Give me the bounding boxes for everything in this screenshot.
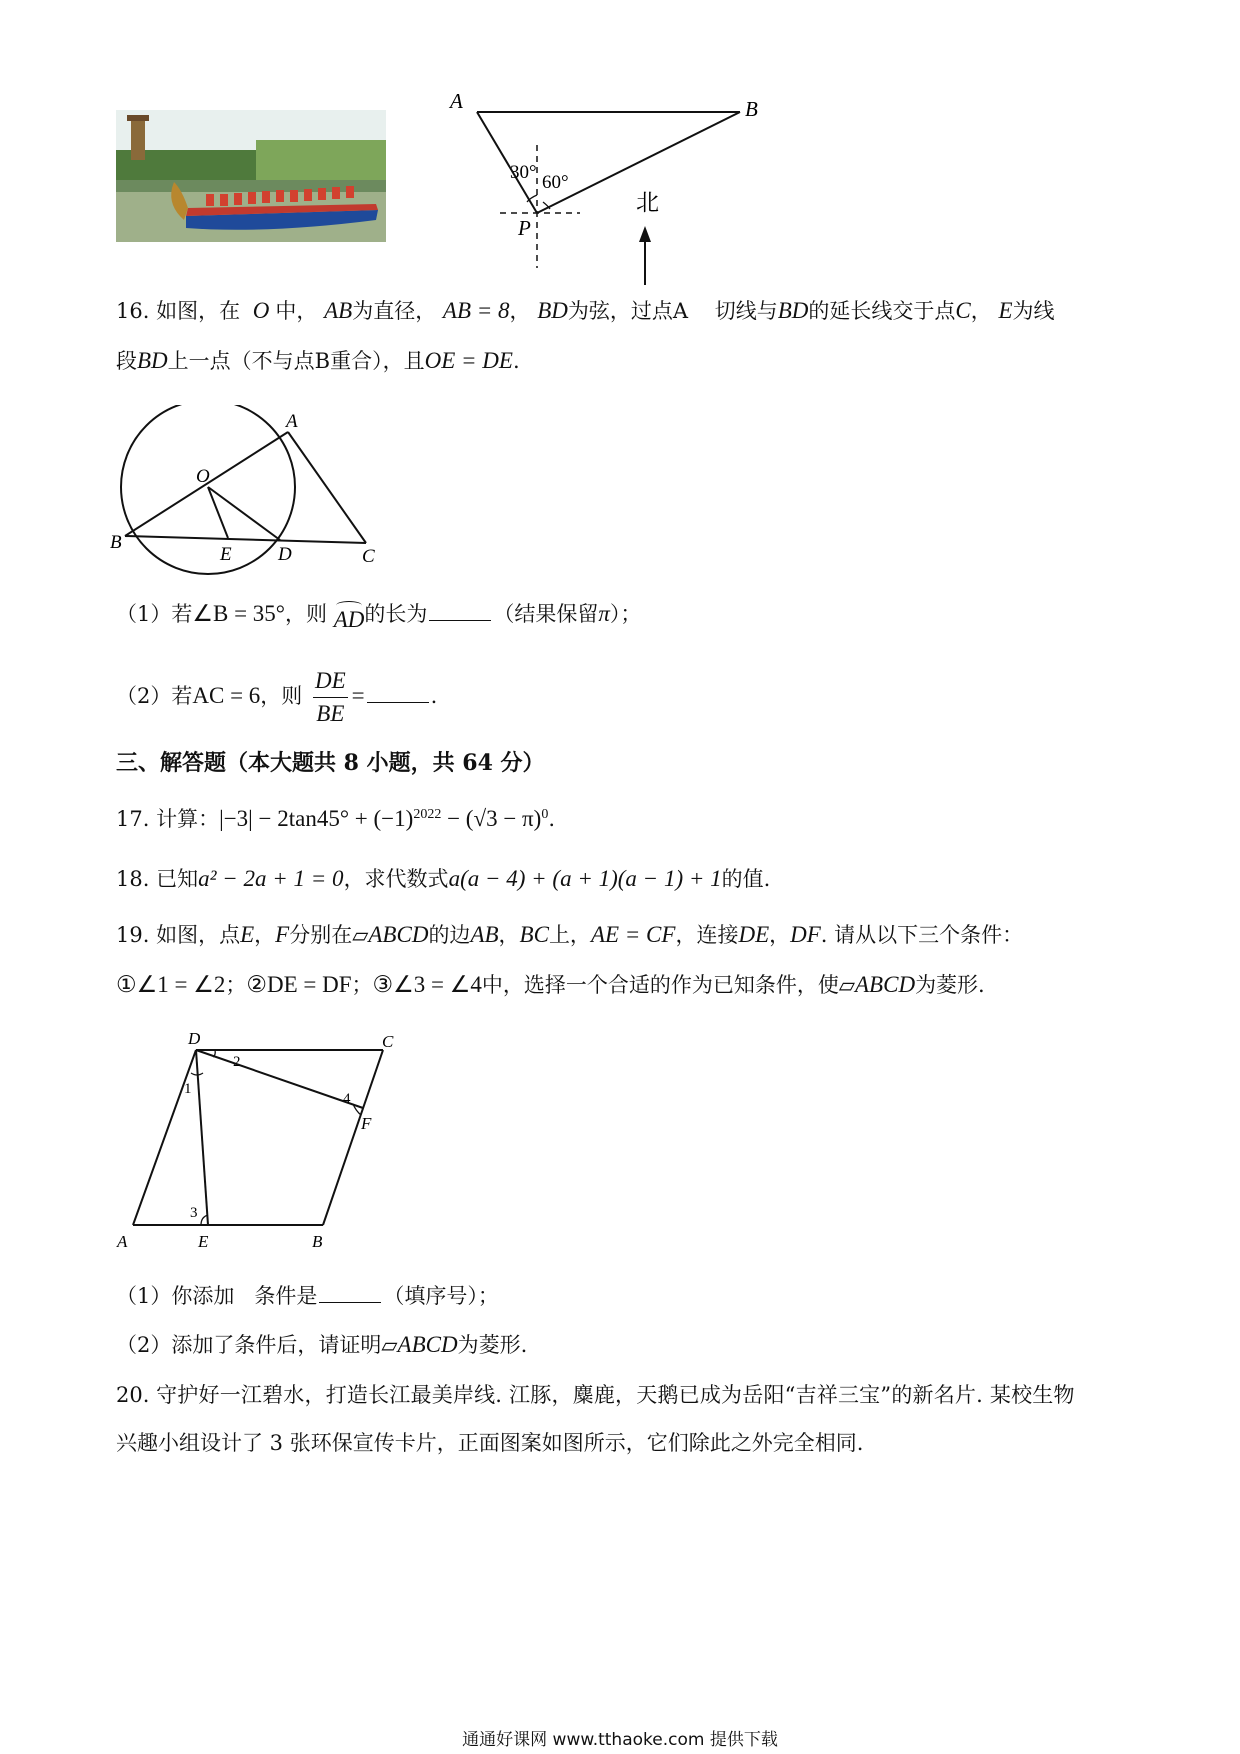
q18-text: ，求代数式 (343, 867, 449, 891)
q16-text: 中， (275, 299, 318, 323)
q19-E: E (240, 922, 255, 947)
q16-text: 为线 (1012, 299, 1055, 323)
parallelogram-figure (115, 1025, 415, 1255)
q19-ABCD: ABCD (368, 922, 429, 947)
q17-expression: − (√3 − π) (441, 806, 542, 831)
q20-line2 (116, 1428, 863, 1458)
q16-text: 上一点（不与点B重合），且 (167, 349, 425, 373)
q19-text: ，连接 (675, 923, 739, 947)
q18-text: 的值. (721, 867, 771, 891)
q19-text: ； (225, 973, 247, 997)
circle-label-A: A (286, 411, 298, 432)
fig15-label-A: A (450, 90, 463, 113)
q19-part2-text: （2）添加了条件后，请证明▱ (116, 1333, 398, 1357)
para-label-B: B (312, 1232, 323, 1251)
q19-ABCD: ABCD (855, 972, 916, 997)
q19-text: 如图，点 (156, 923, 241, 947)
circle-label-B: B (110, 532, 122, 553)
circle-label-C: C (362, 546, 375, 567)
q18-expression: a(a − 4) + (a + 1)(a − 1) + 1 (448, 866, 722, 891)
q19-part1 (116, 1280, 499, 1311)
q19-DF: DF (790, 922, 821, 947)
q16-text: ， (509, 299, 531, 323)
fraction-numerator: DE (313, 665, 348, 698)
section-heading: 三、解答题（本大题共 8 小题，共 64 分） (116, 750, 545, 776)
q16-part2-blank (367, 680, 429, 703)
para-angle-2: 2 (233, 1054, 241, 1070)
q17-exponent: 2022 (413, 807, 442, 822)
q19-text: ， (254, 923, 276, 947)
q16-part1-text: 的长为 (364, 602, 428, 626)
q16-text: 为直径， (352, 299, 437, 323)
q17-label: 计算： (156, 807, 220, 831)
q19-part2 (116, 1330, 527, 1360)
para-angle-1: 1 (184, 1081, 192, 1097)
para-label-A: A (117, 1232, 128, 1251)
q19-condition-2: ②DE = DF (246, 972, 352, 997)
q19-DE: DE (738, 922, 770, 947)
q19-text: 为菱形. (915, 973, 985, 997)
q16-part1-text: （1）若 (116, 602, 193, 626)
q16-text: 段 (116, 349, 137, 373)
q16-part2 (116, 662, 437, 730)
para-label-F: F (361, 1114, 372, 1133)
q16-BD: BD (537, 298, 568, 323)
q19-ABCD: ABCD (397, 1332, 458, 1357)
q19-condition-1: ①∠1 = ∠2 (116, 972, 226, 997)
q19-text: . 请从以下三个条件： (820, 923, 1024, 947)
q19-BC: BC (519, 922, 549, 947)
q16-part2-text: （2）若 (116, 684, 193, 708)
q19-part1-text: 条件是 (254, 1284, 318, 1308)
para-angle-4: 4 (343, 1091, 351, 1107)
q19-text: 分别在▱ (289, 923, 369, 947)
para-angle-3: 3 (190, 1205, 198, 1221)
q19-number: 19. (116, 923, 150, 947)
circle-label-E: E (220, 544, 232, 565)
q16-text: ， (970, 299, 992, 323)
para-label-C: C (382, 1032, 394, 1051)
q17 (116, 800, 555, 834)
q16-text: 切线与 (714, 299, 778, 323)
q16-part1-text: ，则 (285, 602, 328, 626)
q16-text: . (512, 349, 520, 373)
q16-text: 如图，在 (156, 299, 241, 323)
q19-part1-text: （填序号）； (383, 1284, 499, 1308)
q19-condition-3: ③∠3 = ∠4 (372, 972, 482, 997)
q19-text: ， (498, 923, 520, 947)
q19-text: 上， (548, 923, 591, 947)
q16-text: 的延长线交于点 (808, 299, 956, 323)
para-label-D: D (188, 1029, 201, 1048)
q19-text: ， (769, 923, 791, 947)
q19-F: F (275, 922, 290, 947)
q19-part1-blank (319, 1280, 381, 1303)
q16-AB: AB (324, 298, 353, 323)
q18 (116, 864, 770, 894)
q16-line1 (116, 296, 1055, 326)
q16-AB-eq: AB = 8 (442, 298, 510, 323)
q17-expression: |−3| − 2tan45° + (−1) (219, 806, 414, 831)
q16-OE-eq: OE = DE (424, 348, 513, 373)
q20-text: 兴趣小组设计了 3 张环保宣传卡片，正面图案如图所示，它们除此之外完全相同. (116, 1431, 864, 1455)
q16-circle-O: O (252, 298, 270, 323)
fig15-label-B: B (745, 97, 758, 121)
q16-E: E (998, 298, 1013, 323)
q18-text: 已知 (156, 867, 199, 891)
q16-BD: BD (777, 298, 809, 323)
dragon-boat-photo (116, 110, 386, 242)
para-label-E: E (198, 1232, 209, 1251)
q16-arc-AD: AD (334, 605, 365, 635)
q16-part1-text: （结果保留 (493, 602, 599, 626)
q16-line2 (116, 346, 520, 376)
fraction-denominator: BE (316, 701, 345, 726)
q19-part2-text: 为菱形. (457, 1333, 528, 1357)
q16-C: C (955, 298, 971, 323)
bearing-figure (440, 90, 780, 290)
fig15-north: 北 (636, 190, 659, 216)
circle-label-O: O (196, 466, 210, 487)
q16-angle-B: ∠B = 35° (192, 601, 286, 626)
circle-figure (110, 405, 400, 580)
q16-part2-text: ，则 (260, 684, 303, 708)
fig15-angle-60: 60° (542, 172, 569, 193)
q16-equals: = (351, 683, 365, 708)
q19-line1 (116, 920, 1023, 950)
q20-text: 守护好一江碧水，打造长江最美岸线. 江豚，麋鹿，天鹅已成为岳阳“吉祥三宝”的新名片. 某校生物 (156, 1383, 1075, 1407)
q16-text: 为弦，过点A (567, 299, 689, 323)
q18-equation: a² − 2a + 1 = 0 (198, 866, 344, 891)
q16-part2-text: . (430, 684, 438, 708)
q16-pi: π (598, 601, 610, 626)
q19-part1-text: （1）你添加 (116, 1284, 235, 1308)
q19-text: 的边 (428, 923, 471, 947)
page-footer: 通通好课网 www.tthaoke.com 提供下载 (462, 1730, 778, 1750)
q16-AC-eq: AC = 6 (192, 683, 261, 708)
q19-text: ； (351, 973, 373, 997)
q17-end: . (548, 807, 555, 831)
q16-BD: BD (137, 348, 168, 373)
q19-AB: AB (470, 922, 499, 947)
q16-part1-blank (429, 598, 491, 621)
q20-line1 (116, 1380, 1075, 1410)
q16-number: 16. (116, 299, 150, 323)
q16-part1-text: ）； (609, 602, 642, 626)
q16-part1 (116, 598, 642, 632)
circle-label-D: D (278, 544, 292, 565)
q16-fraction (313, 665, 348, 730)
fig15-label-P: P (518, 216, 531, 240)
q17-number: 17. (116, 807, 150, 831)
q19-text: 中，选择一个合适的作为已知条件，使▱ (481, 973, 855, 997)
dragon-boat-image (116, 110, 386, 242)
q17-exponent: 0 (541, 807, 549, 822)
q18-number: 18. (116, 867, 150, 891)
q19-AE-eq: AE = CF (590, 922, 676, 947)
fig15-angle-30: 30° (510, 162, 537, 183)
q19-line2 (116, 970, 985, 1000)
q20-number: 20. (116, 1383, 150, 1407)
